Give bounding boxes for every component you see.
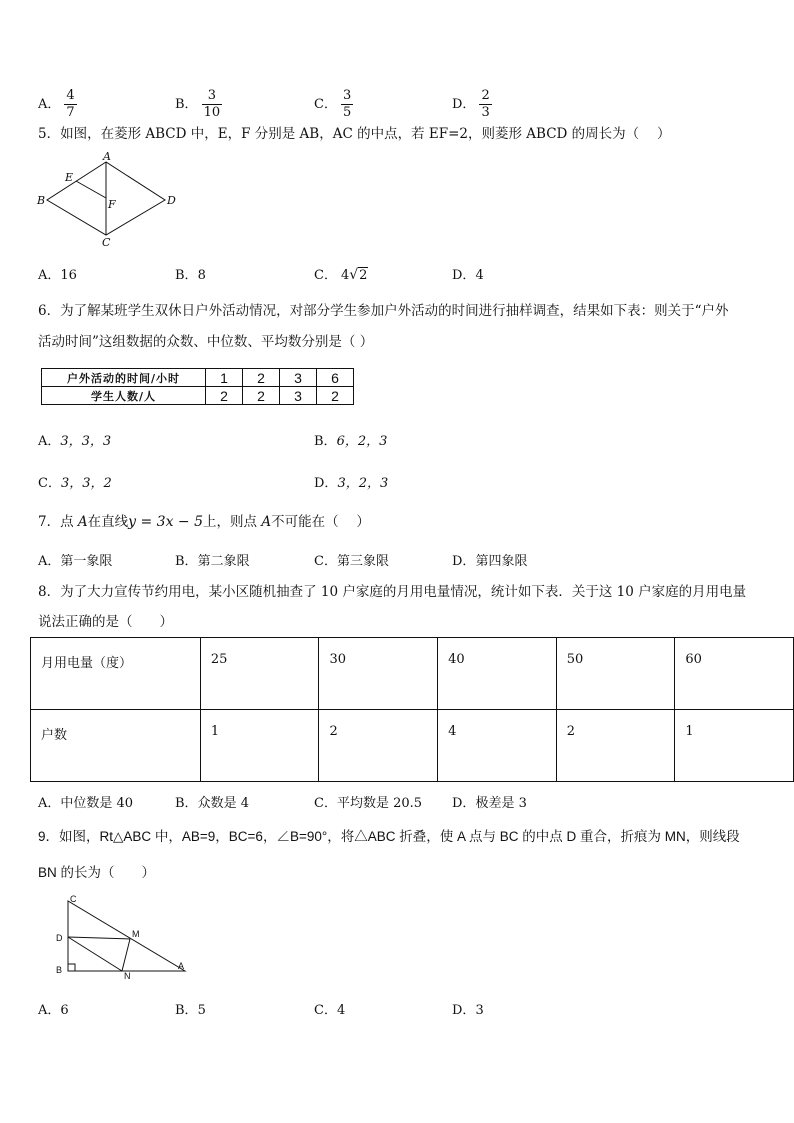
table-header-cell: 户数	[31, 710, 201, 782]
point-label: A	[77, 514, 88, 530]
option-value: 第三象限	[336, 554, 389, 569]
q8-option-b[interactable]	[175, 792, 249, 811]
q7-option-c[interactable]	[314, 550, 389, 569]
q4-option-c[interactable]	[314, 88, 353, 121]
q9-option-b[interactable]	[175, 999, 206, 1018]
option-label: D．	[452, 554, 476, 569]
table-cell: 4	[438, 710, 557, 782]
q5-option-b[interactable]	[175, 264, 206, 283]
q5-option-d[interactable]	[452, 264, 484, 283]
option-value: 3	[475, 1003, 484, 1018]
table-cell: 30	[319, 638, 438, 710]
option-value: 6	[60, 1003, 69, 1018]
right-angle-mark	[68, 964, 75, 971]
table-cell: 40	[438, 638, 557, 710]
q6-option-d[interactable]	[314, 472, 388, 491]
text-segment: 7．点	[38, 514, 78, 530]
option-label: B．	[314, 434, 337, 449]
option-value: 第二象限	[197, 554, 250, 569]
table-cell: 50	[556, 638, 675, 710]
option-value: 16	[60, 268, 77, 283]
q6-option-a[interactable]	[38, 430, 111, 449]
option-label: A．	[38, 554, 61, 569]
table-cell: 2	[243, 387, 280, 405]
option-label: D．	[452, 268, 476, 283]
table-cell: 25	[200, 638, 319, 710]
q9-question-line2: BN 的长为（ ）	[38, 865, 156, 880]
denominator: 5	[342, 105, 352, 120]
q9-triangle-figure	[50, 893, 210, 983]
option-label: A．	[38, 268, 61, 283]
table-header-cell: 月用电量（度）	[31, 638, 201, 710]
segment-mn	[122, 939, 130, 971]
option-label: C．	[38, 476, 61, 491]
label-b: B	[37, 194, 46, 207]
q6-data-table	[41, 368, 354, 405]
option-label: B．	[175, 1003, 198, 1018]
label-n: N	[124, 971, 131, 981]
fraction	[479, 88, 491, 121]
label-c: C	[70, 894, 77, 904]
q6-option-c[interactable]	[38, 472, 112, 491]
option-label: A．	[38, 796, 61, 811]
q6-option-b[interactable]	[314, 430, 387, 449]
label-m: M	[132, 929, 140, 939]
q6-question-line2: 活动时间”这组数据的众数、中位数、平均数分别是（ ）	[38, 334, 374, 350]
q5-question-text: 5．如图，在菱形 ABCD 中，E，F 分别是 AB，AC 的中点，若 EF=2，则菱形 ABCD 的周长为（ ）	[38, 126, 671, 142]
option-label: B．	[175, 554, 198, 569]
q5-option-c[interactable]	[314, 264, 368, 283]
option-label: C．	[314, 796, 337, 811]
option-label: B．	[175, 796, 198, 811]
table-row	[31, 638, 794, 710]
text-segment: 在直线	[87, 514, 129, 530]
q6-question-line1: 6．为了解某班学生双休日户外活动情况，对部分学生参加户外活动的时间进行抽样调查，结果如下表：则关于“户外	[38, 303, 729, 319]
option-label: C．	[314, 1003, 337, 1018]
numerator: 4	[66, 88, 75, 103]
option-value: 3，2，3	[337, 476, 389, 491]
label-d: D	[56, 933, 63, 943]
label-d: D	[167, 194, 176, 207]
denominator: 3	[481, 105, 490, 120]
q5-rhombus-figure	[34, 150, 184, 250]
table-cell: 60	[675, 638, 794, 710]
option-value: 3，3，3	[60, 434, 112, 449]
option-value: 4	[475, 268, 484, 283]
q8-question-line1: 8．为了大力宣传节约用电，某小区随机抽查了 10 户家庭的月用电量情况，统计如下表．关于这 10 户家庭的月用电量	[38, 584, 747, 600]
option-value: 6，2，3	[336, 434, 388, 449]
q7-option-b[interactable]	[175, 550, 250, 569]
option-value: 8	[197, 268, 206, 283]
fraction	[64, 88, 76, 121]
table-cell: 3	[280, 387, 317, 405]
option-label: A．	[38, 1003, 61, 1018]
q8-option-c[interactable]	[314, 792, 422, 811]
table-cell: 6	[317, 369, 354, 387]
q4-option-d[interactable]	[452, 88, 492, 121]
option-value: 第四象限	[475, 554, 528, 569]
option-label: C．	[314, 268, 337, 283]
q9-option-a[interactable]	[38, 999, 69, 1018]
table-cell: 2	[556, 710, 675, 782]
q5-option-a[interactable]	[38, 264, 77, 283]
table-row	[42, 369, 354, 387]
segment-ef	[76, 181, 106, 198]
label-a: A	[103, 150, 111, 163]
q9-option-d[interactable]	[452, 999, 484, 1018]
q4-option-a[interactable]	[38, 88, 77, 121]
numerator: 3	[207, 88, 216, 103]
q7-question-text	[38, 512, 370, 532]
option-value: 3，3，2	[60, 476, 112, 491]
numerator: 2	[481, 88, 490, 103]
option-label: D．	[452, 796, 476, 811]
q7-option-a[interactable]	[38, 550, 112, 569]
option-value: 极差是 3	[475, 796, 527, 811]
q8-data-table	[30, 637, 794, 782]
option-label: C．	[314, 554, 337, 569]
table-header-cell: 户外活动的时间/小时	[42, 369, 206, 387]
triangle-abc	[68, 901, 185, 971]
table-cell: 1	[675, 710, 794, 782]
label-a: A	[178, 961, 185, 971]
q9-question-line1: 9．如图，Rt△ABC 中，AB=9，BC=6，∠B=90°，将△ABC 折叠，使 A 点与 BC 的中点 D 重合，折痕为 MN，则线段	[38, 829, 740, 844]
table-cell: 2	[206, 387, 243, 405]
equation: y = 3x − 5	[128, 514, 204, 530]
table-header-cell: 学生人数/人	[42, 387, 206, 405]
option-value: 5	[197, 1003, 206, 1018]
table-cell: 1	[200, 710, 319, 782]
numerator: 3	[342, 88, 352, 103]
option-label: A．	[38, 434, 61, 449]
q8-option-d[interactable]	[452, 792, 527, 811]
table-cell: 2	[317, 387, 354, 405]
sqrt-icon: √	[349, 267, 359, 283]
point-label: A	[261, 514, 272, 530]
table-cell: 1	[206, 369, 243, 387]
q9-option-c[interactable]	[314, 999, 345, 1018]
option-label: B．	[175, 268, 198, 283]
option-label: D．	[452, 1003, 476, 1018]
option-value: 第一象限	[60, 554, 113, 569]
option-value: 4	[336, 1003, 346, 1018]
table-cell: 3	[280, 369, 317, 387]
denominator: 7	[66, 105, 75, 120]
option-label: D．	[452, 97, 476, 112]
table-row	[31, 710, 794, 782]
q4-option-b[interactable]	[175, 88, 222, 121]
option-value: 平均数是 20.5	[336, 796, 423, 811]
text-segment: 上，则点	[203, 514, 262, 530]
label-e: E	[65, 171, 74, 184]
option-value: 4	[340, 268, 350, 283]
fraction	[341, 88, 353, 121]
q8-question-line2: 说法正确的是（ ）	[38, 614, 173, 630]
segment-dm	[68, 937, 130, 939]
segment-dn	[68, 937, 122, 971]
q8-option-a[interactable]	[38, 792, 133, 811]
table-cell: 2	[319, 710, 438, 782]
denominator: 10	[203, 105, 221, 120]
text-segment: 不可能在（ ）	[271, 514, 370, 530]
q7-option-d[interactable]	[452, 550, 527, 569]
table-cell: 2	[243, 369, 280, 387]
option-label: A．	[38, 97, 61, 112]
option-value: 众数是 4	[197, 796, 249, 811]
label-c: C	[102, 236, 111, 249]
option-label: C．	[314, 97, 337, 112]
radicand: 2	[359, 268, 368, 283]
fraction	[202, 88, 223, 121]
table-row	[42, 387, 354, 405]
option-label: B．	[175, 97, 198, 112]
label-f: F	[108, 198, 116, 211]
label-b: B	[56, 965, 63, 975]
option-value: 中位数是 40	[60, 796, 134, 811]
option-label: D．	[314, 476, 338, 491]
